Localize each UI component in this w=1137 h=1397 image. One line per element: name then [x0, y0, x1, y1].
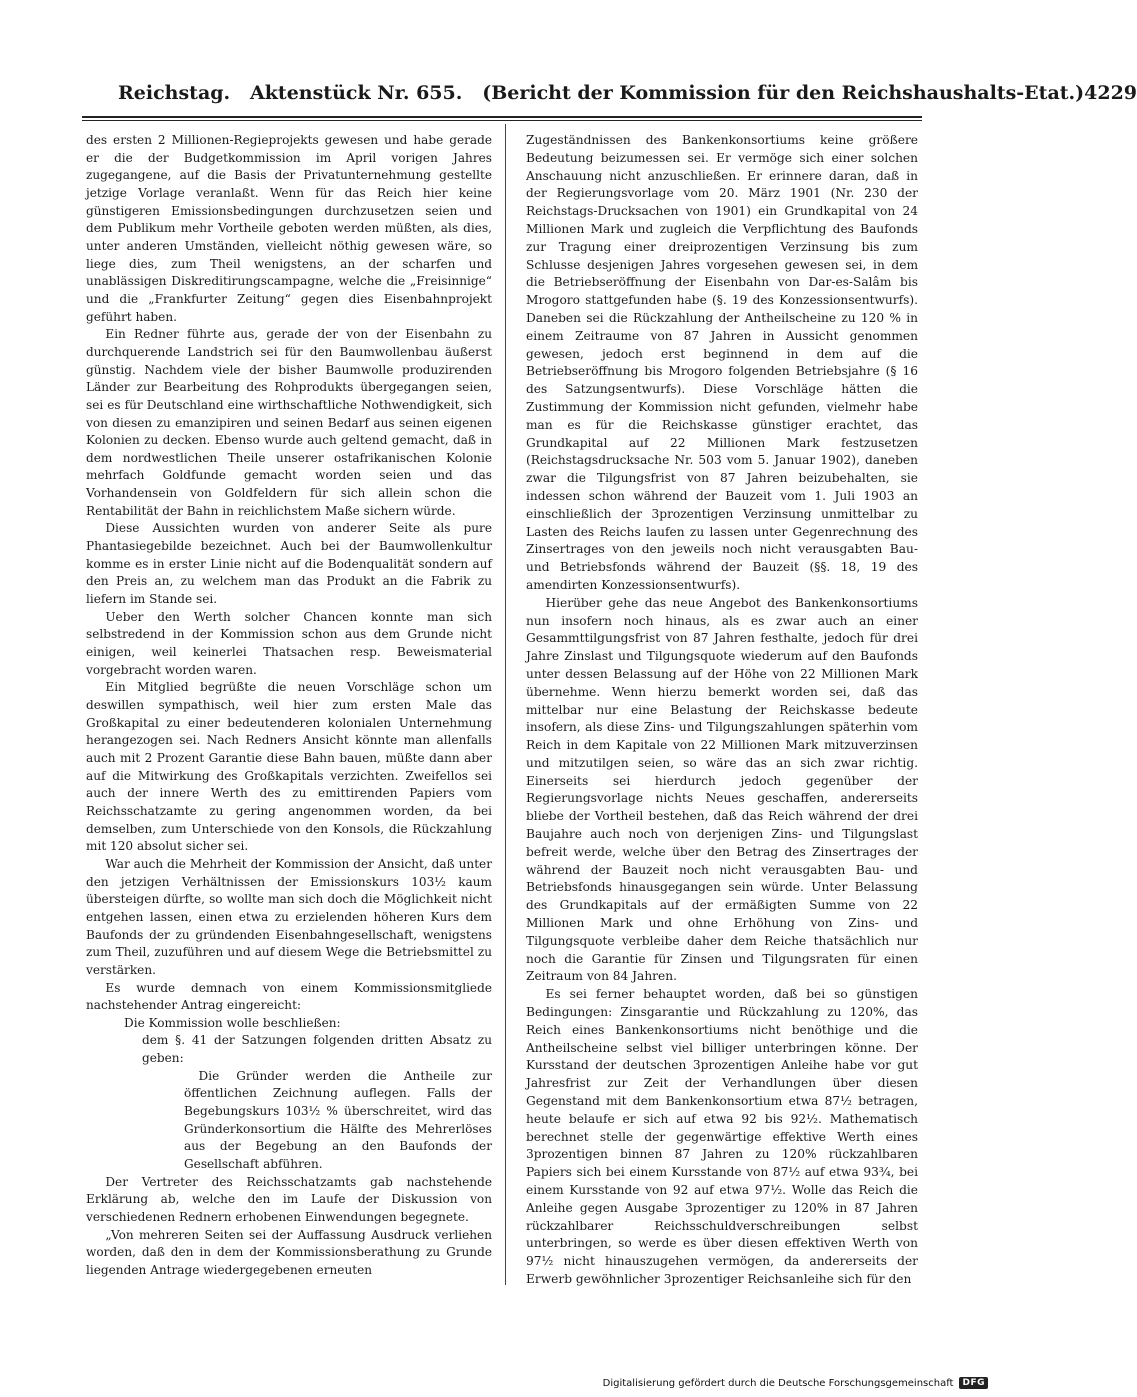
paragraph: „Von mehreren Seiten sei der Auffassung Ausdruck verliehen worden, daß den in dem der Kommissionsberathung zu Grunde liegenden Antrage wiedergegebenen erneuten — [86, 1227, 492, 1277]
paragraph: Es wurde demnach von einem Kommissionsmitgliede nachstehender Antrag eingereicht: — [86, 980, 492, 1013]
footer-credit: Digitalisierung gefördert durch die Deutsche Forschungsgemeinschaft — [602, 1377, 954, 1389]
page-number: 4229 — [1084, 82, 1137, 104]
column-divider — [505, 124, 506, 1285]
paragraph: Ueber den Werth solcher Chancen konnte man sich selbstredend in der Kommission schon aus dem Grunde nicht einigen, weil keinerlei Thatsachen resp. Beweismaterial vorgebracht worden waren. — [86, 609, 492, 677]
paragraph: Es sei ferner behauptet worden, daß bei so günstigen Bedingungen: Zinsgarantie und Rückzahlung zu 120%, das Reich eines Bankenkonsortiums nicht benöthige und die Antheilscheine selbst viel billiger unterbringen könne. Der Kursstand der deutschen 3prozentigen Anleihe habe vor gut Jahresfrist zur Zeit der Verhandlungen über diesen Gegenstand mit dem Bankenkonsortium etwa 87½ betragen, heute belaufe er sich auf etwa 92 bis 92½. Mathematisch berechnet stelle der gegenwärtige effektive Werth eines 3prozentigen binnen 87 Jahren zu 120% rückzahlbaren Papiers sich bei einem Kursstande von 87½ auf etwa 93¾, bei einem Kursstande von 92 auf etwa 97½. Wolle das Reich die Anleihe gegen Ausgabe 3prozentiger zu 120% in 87 Jahren rückzahlbarer Reichsschuldverschreibungen selbst unterbringen, so werde es über diesen effektiven Werth von 97½ nicht hinauszugehen vermögen, da andererseits der Erwerb gewöhnlicher 3prozentiger Reichsanleihe sich für den — [526, 987, 918, 1286]
paragraph: des ersten 2 Millionen-Regieprojekts gewesen und habe gerade er die der Budgetkommission im April vorigen Jahres zugegangene, auf die Basis der Privatunternehmung gestellte jetzige Vorlage veranlaßt. Wenn für das Reich hier keine günstigeren Emissionsbedingungen durchzusetzen seien und dem Publikum mehr Vortheile geboten werden müßten, als dies, unter anderen Umständen, vielleicht nöthig gewesen wäre, so liege dies, zum Theil wenigstens, an der scharfen und unablässigen Diskreditirungscampagne, welche die „Freisinnige“ und die „Frankfurter Zeitung“ gegen dies Eisenbahnprojekt geführt haben. — [86, 133, 492, 324]
paragraph: Diese Aussichten wurden von anderer Seite als pure Phantasiegebilde bezeichnet. Auch bei der Baumwollenkultur komme es in erster Linie nicht auf die Bodenqualität sondern auf den Preis an, zu welchem man das Produkt an die Fabrik zu liefern im Stande sei. — [86, 521, 492, 607]
header-rule-thin — [82, 120, 922, 121]
header-rule — [82, 116, 922, 118]
paragraph: dem §. 41 der Satzungen folgenden dritten Absatz zu geben: — [142, 1033, 492, 1066]
paragraph: War auch die Mehrheit der Kommission der Ansicht, daß unter den jetzigen Verhältnissen der Emissionskurs 103½ kaum übersteigen dürfte, so wollte man sich doch die Möglichkeit nicht entgehen lassen, einen etwa zu erzielenden höheren Kurs dem Baufonds der zu gründenden Eisenbahngesellschaft, wenigstens zum Theil, zuzuführen und auf diesem Wege die Betriebsmittel zu verstärken. — [86, 856, 492, 977]
paragraph: Ein Mitglied begrüßte die neuen Vorschläge schon um deswillen sympathisch, weil hier zum ersten Male das Großkapital zu einer bedeutenderen kolonialen Unternehmung herangezogen sei. Nach Redners Ansicht könnte man allenfalls auch mit 2 Prozent Garantie diese Bahn bauen, müßte dann aber auf die Mitwirkung des Großkapitals verzichten. Zweifellos sei auch der innere Werth des zu emittirenden Papiers vom Reichsschatzamte zu gering angenommen worden, da bei demselben, zum Unterschiede von den Konsols, die Rückzahlung mit 120 absolut sicher sei. — [86, 680, 492, 854]
paragraph: Ein Redner führte aus, gerade der von der Eisenbahn zu durchquerende Landstrich sei für den Baumwollenbau äußerst günstig. Nachdem viele der bisher Baumwolle produzirenden Länder zur Bearbeitung des Rohprodukts übergegangen seien, sei es für Deutschland eine wirthschaftliche Nothwendigkeit, sich von diesen zu emanzipiren und seinen Bedarf aus seinen eigenen Kolonien zu decken. Ebenso wurde auch geltend gemacht, daß in dem nordwestlichen Theile unserer ostafrikanischen Kolonie mehrfach Goldfunde gemacht worden seien und das Vorhandensein von Goldfeldern für sich allein schon die Rentabilität der Bahn in reichlichstem Maße sichern würde. — [86, 327, 492, 518]
running-header — [118, 82, 1137, 104]
right-column — [526, 132, 918, 1289]
paragraph: Zugeständnissen des Bankenkonsortiums keine größere Bedeutung beizumessen sei. Er vermöge sich einer solchen Anschauung nicht anzuschließen. Er erinnere daran, daß in der Regierungsvorlage vom 20. März 1901 (Nr. 230 der Reichstags-Drucksachen von 1901) ein Grundkapital von 24 Millionen Mark und zugleich die Verpflichtung des Baufonds zur Tragung einer dreiprozentigen Verzinsung bis zum Schlusse desjenigen Jahres vorgesehen gewesen sei, in dem die Betriebseröffnung der Eisenbahn von Dar-es-Salâm bis Mrogoro stattgefunden habe (§. 19 des Konzessionsentwurfs). Daneben sei die Rückzahlung der Antheilscheine zu 120 % in einem Zeitraume von 87 Jahren in Aussicht genommen gewesen, jedoch erst beginnend in dem auf die Betriebseröffnung bis Mrogoro folgenden Betriebsjahre (§ 16 des Satzungsentwurfs). Diese Vorschläge hätten die Zustimmung der Kommission nicht gefunden, vielmehr habe man es für die Reichskasse günstiger erachtet, das Grundkapital auf 22 Millionen Mark festzusetzen (Reichstagsdrucksache Nr. 503 vom 5. Januar 1902), daneben zwar die Tilgungsfrist von 87 Jahren beizubehalten, sie indessen schon während der Bauzeit vom 1. Juli 1903 an einschließlich der 3prozentigen Verzinsung unmittelbar zu Lasten des Reichs laufen zu lassen unter Gegenrechnung des Zinsertrages von den jeweils noch nicht verausgabten Bau- und Betriebsfonds während der Bauzeit (§§. 18, 19 des amendirten Konzessionsentwurfs). — [526, 133, 918, 592]
paragraph: Die Kommission wolle beschließen: — [124, 1015, 341, 1030]
dfg-logo-icon: DFG — [959, 1377, 988, 1389]
paragraph: Die Gründer werden die Antheile zur öffentlichen Zeichnung auflegen. Falls der Begebungskurs 103½ % überschreitet, wird das Gründerkonsortium die Hälfte des Mehrerlöses aus der Begebung an den Baufonds der Gesellschaft abführen. — [184, 1068, 492, 1172]
running-title: Reichstag. Aktenstück Nr. 655. (Bericht der Kommission für den Reichshaushalts-Etat.) — [118, 82, 1085, 104]
digitization-footer — [603, 1377, 988, 1389]
left-column — [86, 132, 492, 1280]
paragraph: Der Vertreter des Reichsschatzamts gab nachstehende Erklärung ab, welche den im Laufe der Diskussion von verschiedenen Rednern erhobenen Einwendungen begegnete. — [86, 1174, 492, 1225]
paragraph: Hierüber gehe das neue Angebot des Bankenkonsortiums nun insofern noch hinaus, als es zwar auch an einer Gesammttilgungsfrist von 87 Jahren festhalte, jedoch für drei Jahre Zinslast und Tilgungsquote wiederum auf den Baufonds unter dessen Belassung auf der Höhe von 22 Millionen Mark übernehme. Wenn hierzu bemerkt worden sei, daß das mittelbar nur eine Belastung der Reichskasse bedeute insofern, als diese Zins- und Tilgungszahlungen späterhin vom Reich in dem Kapitale von 22 Millionen Mark mitzuverzinsen und mitzutilgen seien, so wäre das an sich zwar richtig. Einerseits sei hierdurch jedoch gegenüber der Regierungsvorlage nichts Neues geschaffen, andererseits bliebe der Vortheil bestehen, daß das Reich während der drei Baujahre auch noch von derjenigen Zins- und Tilgungslast befreit werde, welche über den Betrag des Zinsertrages der während der Bauzeit noch nicht verausgabten Bau- und Betriebsfonds hinausgegangen sein würde. Unter Belassung des Grundkapitals auf der ermäßigten Summe von 22 Millionen Mark und ohne Erhöhung von Zins- und Tilgungsquote verbleibe daher dem Reiche thatsächlich nur noch die Garantie für Zinsen und Tilgungsraten für einen Zeitraum von 84 Jahren. — [526, 595, 918, 984]
